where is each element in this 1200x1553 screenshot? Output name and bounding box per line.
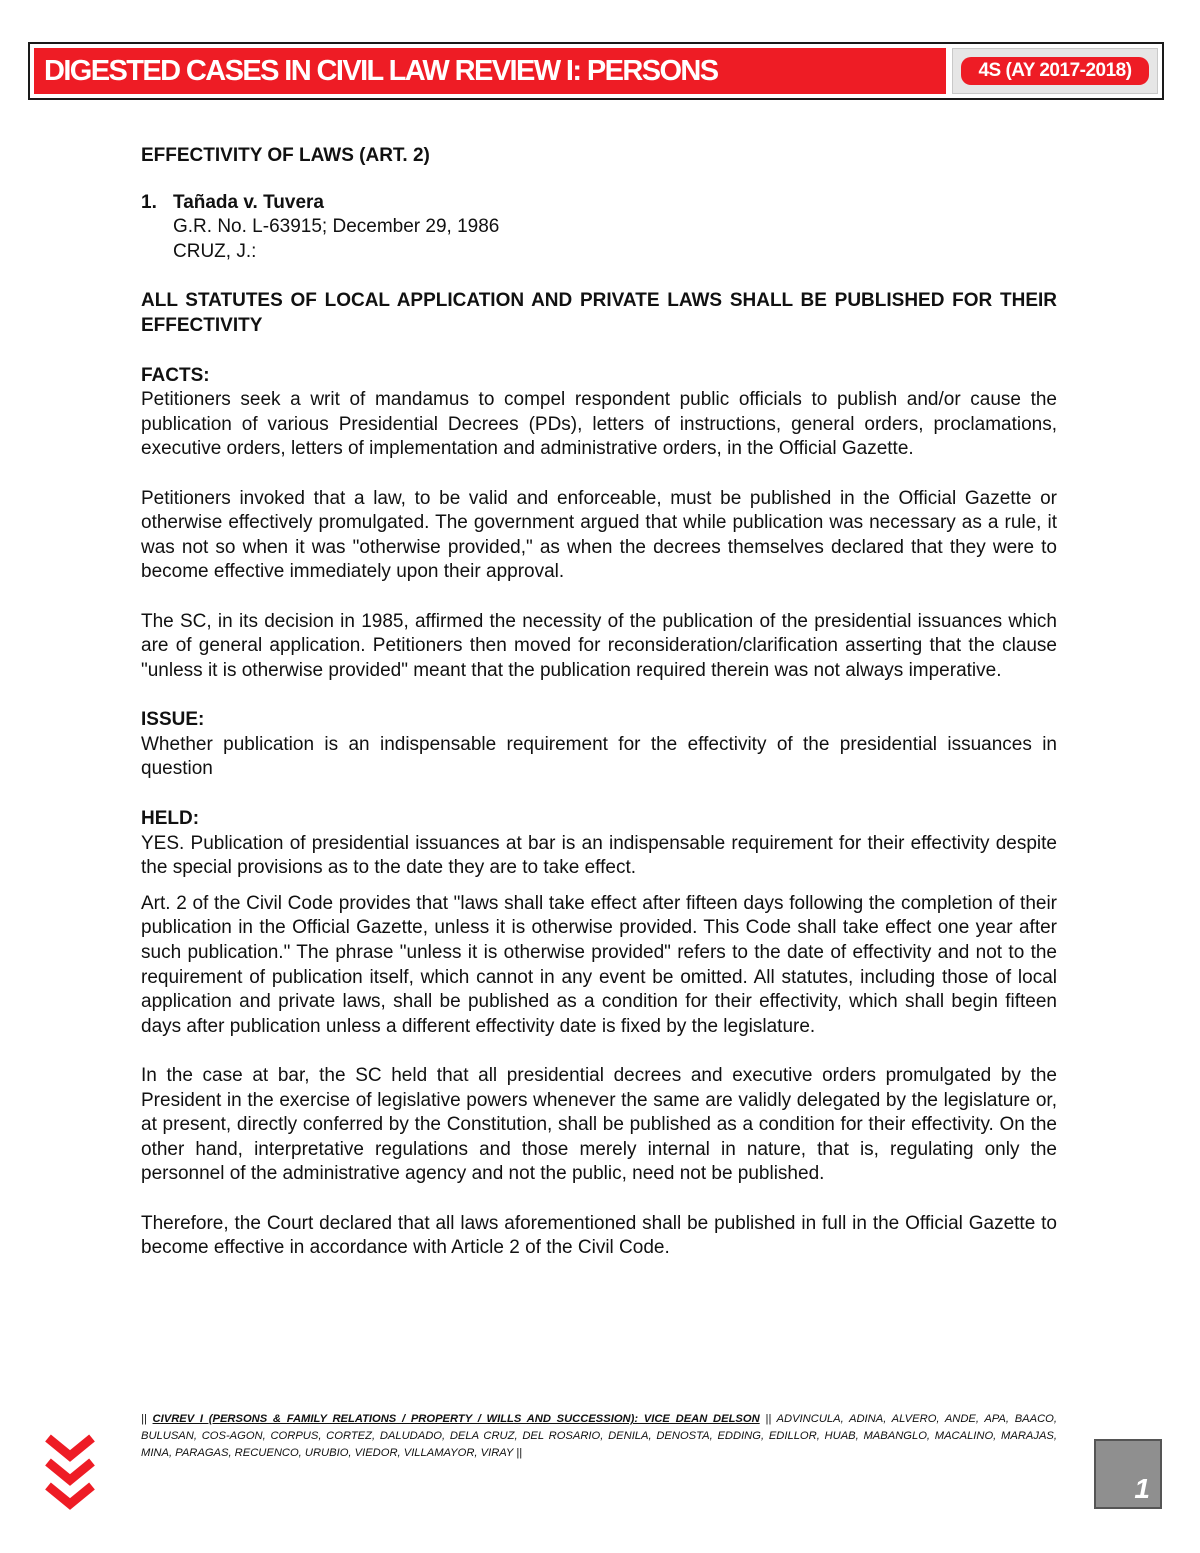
footer-members: || ADVINCULA, ADINA, ALVERO, ANDE, APA, BAACO, BULUSAN, COS-AGON, CORPUS, CORTEZ, DALUDADO, DELA CRUZ, DEL ROSARIO, DENILA, DENOSTA, EDDING, EDILLOR, HUAB, MABANGLO, MACALINO, MARAJAS, MINA, PARAGAS, RECUENCO, URUBIO, VIEDOR, VILLAMAYOR, VIRAY || (141, 1413, 1057, 1459)
held-paragraph: Art. 2 of the Civil Code provides that "laws shall take effect after fifteen days following the completion of their publication in the Official Gazette, unless it is otherwise provided. This Code shall take effect one year after such publication." The phrase "unless it is otherwise provided" refers to the date of effectivity and not to the requirement of publication itself, which cannot in any event be omitted. All statutes, including those of local application and private laws, shall be published as a condition for their effectivity, which shall begin fifteen days after publication unless a different effectivity date is fixed by the legislature. (141, 892, 1057, 1037)
document-body (141, 144, 1057, 1261)
held-paragraph: In the case at bar, the SC held that all presidential decrees and executive orders promulgated by the President in the exercise of legislative powers whenever the same are validly delegated by the legislature or, at present, directly conferred by the Constitution, shall be published as a condition for their effectivity. On the other hand, interpretative regulations and those merely internal in nature, that is, regulating only the personnel of the administrative agency and not the public, need not be published. (141, 1065, 1057, 1185)
case-name: Tañada v. Tuvera (173, 191, 324, 213)
case-gr-number: G.R. No. L-63915; December 29, 1986 (173, 216, 500, 238)
case-number: 1. (141, 191, 157, 213)
case-doctrine: ALL STATUTES OF LOCAL APPLICATION AND PRIVATE LAWS SHALL BE PUBLISHED FOR THEIR EFFECTIVITY (141, 290, 1057, 336)
facts-paragraph: Petitioners invoked that a law, to be valid and enforceable, must be published in the Official Gazette or otherwise effectively promulgated. The government argued that while publication was necessary as a rule, it was not so when it was "otherwise provided," as when the decrees themselves declared that they were to become effective immediately upon their approval. (141, 487, 1057, 583)
issue-label: ISSUE: (141, 709, 205, 731)
triple-chevron-down-icon (42, 1432, 98, 1512)
case-ponente: CRUZ, J.: (173, 240, 257, 262)
held-paragraph: YES. Publication of presidential issuances at bar is an indispensable requirement for their effectivity despite the special provisions as to the date they are to take effect. (141, 832, 1057, 879)
section-title: EFFECTIVITY OF LAWS (ART. 2) (141, 145, 430, 166)
held-paragraph: Therefore, the Court declared that all laws aforementioned shall be published in full in the Official Gazette to become effective in accordance with Article 2 of the Civil Code. (141, 1212, 1057, 1259)
footer-credits (141, 1411, 1057, 1462)
term-badge: 4S (AY 2017-2018) (961, 57, 1149, 85)
facts-label: FACTS: (141, 364, 210, 386)
issue-paragraph: Whether publication is an indispensable requirement for the effectivity of the presidential issuances in question (141, 733, 1057, 780)
facts-paragraph: The SC, in its decision in 1985, affirmed the necessity of the publication of the presidential issuances which are of general application. Petitioners then moved for reconsideration/clarification asserting that the clause "unless it is otherwise provided" meant that the publication required therein was not always imperative. (141, 610, 1057, 681)
held-label: HELD: (141, 808, 200, 830)
footer-open-marker: || (141, 1413, 147, 1425)
facts-paragraph: Petitioners seek a writ of mandamus to compel respondent public officials to publish and/or cause the publication of various Presidential Decrees (PDs), letters of instructions, general orders, proclamations, executive orders, letters of implementation and administrative orders, in the Official Gazette. (141, 389, 1057, 460)
page-number-box (1094, 1439, 1162, 1509)
header-title: DIGESTED CASES IN CIVIL LAW REVIEW I: PERSONS (34, 48, 946, 94)
header-term-box (952, 48, 1158, 94)
page-number: 1 (1134, 1473, 1150, 1504)
case-heading (141, 191, 1057, 265)
footer-course: CIVREV I (PERSONS & FAMILY RELATIONS / PROPERTY / WILLS AND SUCCESSION): VICE DEAN DELSON (152, 1413, 760, 1425)
